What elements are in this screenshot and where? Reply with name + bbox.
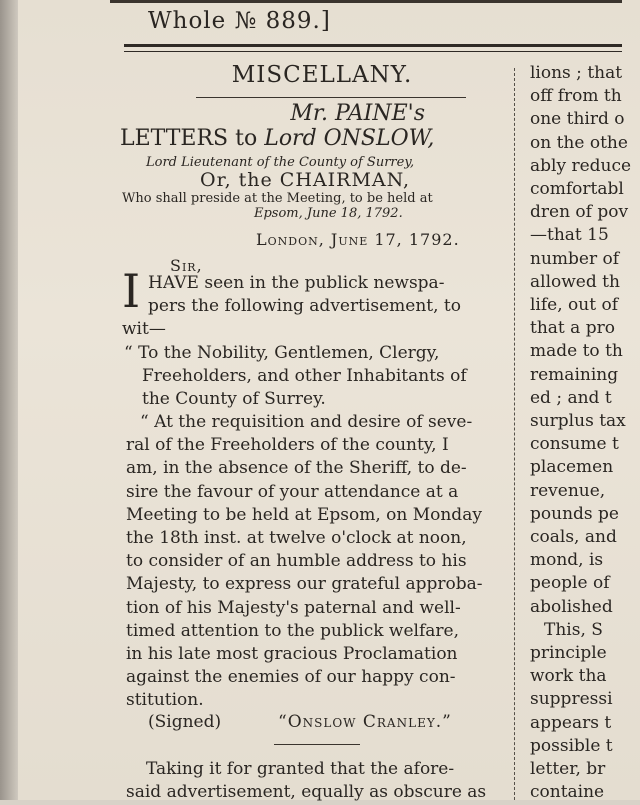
right-column-line: containe [530,782,605,803]
right-column-line: on the othe [530,132,628,153]
paragraph-line: tion of his Majesty's paternal and well- [126,597,461,618]
paragraph-line: HAVE seen in the publick newspa- [148,273,445,293]
paragraph-line: timed attention to the publick welfare, [126,620,459,641]
paragraph-4 [126,758,486,804]
right-column-line: suppressi [530,689,613,710]
right-column-line: letter, br [530,759,606,780]
meeting-line-2: Epsom, June 18, 1792. [254,206,403,221]
paragraph-line: said advertisement, equally as obscure as [126,782,487,803]
right-column-line: appears t [530,712,612,733]
right-column-line: dren of pov [530,202,629,223]
right-column-line: abolished [530,596,613,617]
right-column-line: life, out of [530,295,618,316]
title-prefix: LETTERS to [120,126,258,151]
paragraph-line: pers the following advertisement, to [148,296,461,317]
paragraph-line: the 18th inst. at twelve o'clock at noon, [126,528,467,549]
meeting-line-1: Who shall preside at the Meeting, to be held at [122,191,433,206]
top-rule [110,0,622,3]
paragraph-line: in his late most gracious Proclamation [126,644,458,665]
paragraph-line: am, in the absence of the Sheriff, to de- [126,458,467,479]
paragraph-line: stitution. [126,690,204,711]
issue-number: Whole № 889.] [148,8,331,34]
right-column-line: ably reduce [530,155,632,176]
right-column-line: coals, and [530,527,617,548]
signed-label: (Signed) [148,712,222,732]
title-recipient: Lord ONSLOW, [264,126,435,151]
section-heading-rule [196,97,466,98]
right-column-text [530,62,640,805]
article-byline: Mr. PAINE's [290,101,425,126]
paragraph-3 [126,411,482,713]
masthead-rule-thick [124,44,622,47]
right-column-line: comfortabl [530,179,624,200]
right-column-line: mond, is [530,550,604,571]
right-column-line: —that 15 [530,225,609,246]
right-column-line: allowed th [530,271,620,292]
right-column-line: one third o [530,109,625,130]
right-column-line: This, S [544,619,603,640]
right-column-line: work tha [530,666,607,687]
paragraph-1 [122,272,461,342]
paragraph-line: to consider of an humble address to his [126,551,467,572]
right-column-line: made to th [530,341,623,362]
paragraph-line: Freeholders, and other Inhabitants of [142,366,467,387]
right-column-line: principle [530,643,607,664]
right-column-line: consume t [530,434,619,455]
right-column-line: people of [530,573,610,594]
section-rule [274,744,360,745]
paragraph-2 [124,342,467,412]
right-column-line: placemen [530,457,614,478]
right-column-line: revenue, [530,480,606,501]
paragraph-line: against the enemies of our happy con- [126,667,456,688]
drop-cap: I [122,264,141,318]
right-column-line: surplus tax [530,411,626,432]
masthead-rule-thin [124,51,622,52]
right-column-line: possible t [530,735,613,756]
paragraph-line: wit— [122,319,166,340]
dateline: London, June 17, 1792. [256,230,460,249]
paragraph-line: ral of the Freeholders of the county, I [126,435,449,456]
paragraph-line: Taking it for granted that the afore- [146,759,455,779]
paragraph-line: sire the favour of your attendance at a [126,481,459,502]
paragraph-line: the County of Surrey. [142,389,326,410]
right-column-line: pounds pe [530,503,619,524]
right-column-line: lions ; that [530,63,623,83]
paragraph-line: “ At the requisition and desire of seve- [140,412,473,432]
column-divider [514,68,516,800]
article-title [120,126,510,151]
paragraph-line: “ To the Nobility, Gentlemen, Clergy, [124,343,440,363]
right-column-line: off from th [530,86,622,107]
paragraph-line: Majesty, to express our grateful approba- [126,574,483,595]
binding-edge [0,0,18,800]
right-column-line: number of [530,248,620,269]
right-column-line: that a pro [530,318,615,339]
salutation: Sir, [170,256,203,275]
article-subtitle: Lord Lieutenant of the County of Surrey, [146,155,415,170]
paragraph-line: Meeting to be held at Epsom, on Monday [126,504,482,525]
section-heading: MISCELLANY. [231,62,413,88]
article-alt-title: Or, the CHAIRMAN, [200,169,411,191]
signature: “Onslow Cranley.” [278,712,452,732]
right-column-line: ed ; and t [530,387,612,408]
right-column-line: remaining [530,364,619,385]
